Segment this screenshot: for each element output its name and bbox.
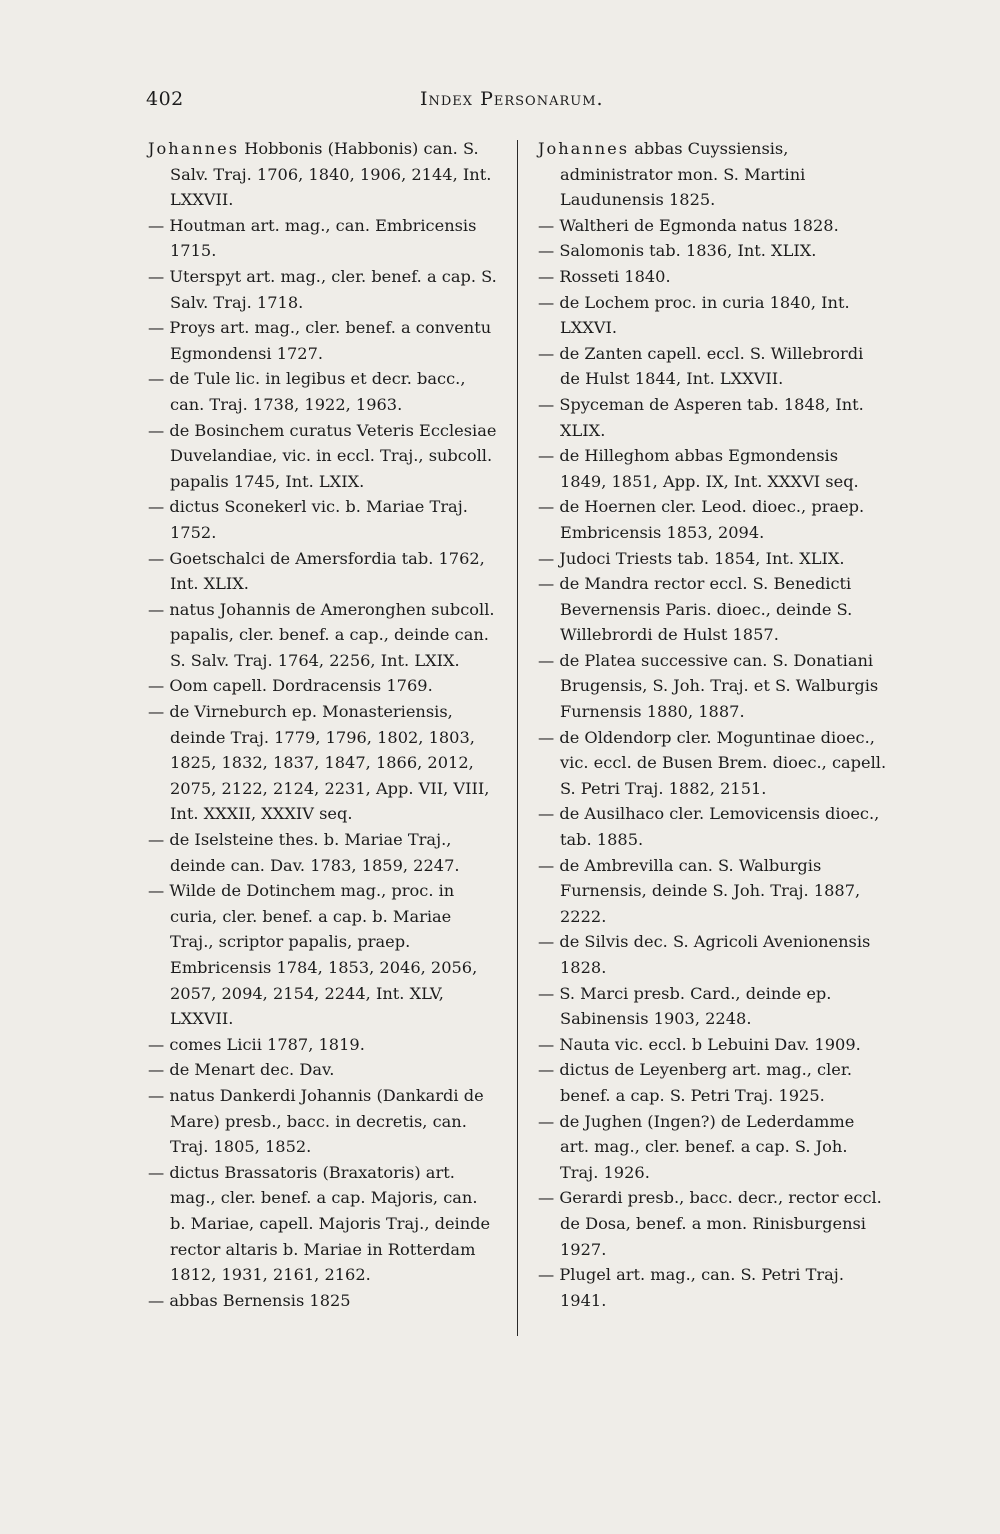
- index-entry: [148, 1083, 498, 1160]
- index-entry: [538, 443, 888, 494]
- entry-text: — Houtman art. mag., can. Embricensis 1715.: [148, 215, 477, 261]
- index-entry: [538, 981, 888, 1032]
- entry-text: — Goetschalci de Amersfordia tab. 1762, Int. XLIX.: [148, 548, 485, 594]
- entry-headword: Johannes: [148, 139, 240, 158]
- index-entry: [148, 827, 498, 878]
- entry-text: — de Jughen (Ingen?) de Lederdamme art. mag., cler. benef. a cap. S. Joh. Traj. 1926.: [538, 1111, 855, 1182]
- entry-text: — dictus de Leyenberg art. mag., cler. benef. a cap. S. Petri Traj. 1925.: [538, 1060, 852, 1105]
- index-entry: [148, 546, 498, 597]
- entry-text: — de Ambrevilla can. S. Walburgis Furnensis, deinde S. Joh. Traj. 1887, 2222.: [538, 855, 861, 926]
- index-entry: [148, 494, 498, 545]
- running-head: Index Personarum.: [420, 88, 604, 110]
- index-entry: [148, 213, 498, 264]
- entry-text: — Proys art. mag., cler. benef. a conventu Egmondensi 1727.: [148, 318, 492, 363]
- left-column: [148, 136, 498, 1313]
- entry-text: — Spyceman de Asperen tab. 1848, Int. XLIX.: [538, 394, 864, 440]
- entry-text: — de Oldendorp cler. Moguntinae dioec., vic. eccl. de Busen Brem. dioec., capell. S. Petri Traj. 1882, 2151.: [538, 727, 887, 798]
- entry-text: — de Tule lic. in legibus et decr. bacc., can. Traj. 1738, 1922, 1963.: [148, 369, 466, 414]
- entry-text: — de Ausilhaco cler. Lemovicensis dioec., tab. 1885.: [538, 804, 880, 850]
- entry-text: abbas Cuyssiensis, administrator mon. S. Martini Laudunensis 1825.: [560, 139, 806, 210]
- entry-text: — dictus Brassatoris (Braxatoris) art. mag., cler. benef. a cap. Majoris, can. b. Mariae, capell. Majoris Traj., deinde rector altaris b. Mariae in Rotterdam 1812, 1931, 2161, 2162.: [148, 1162, 491, 1285]
- index-entry: [148, 264, 498, 315]
- entry-text: — abbas Bernensis 1825: [148, 1290, 351, 1310]
- entry-text: — dictus Sconekerl vic. b. Mariae Traj. 1752.: [148, 497, 468, 542]
- index-entry: [538, 1057, 888, 1108]
- index-entry: [148, 597, 498, 674]
- entry-text: — de Virneburch ep. Monasteriensis, deinde Traj. 1779, 1796, 1802, 1803, 1825, 1832, 1837, 1847, 1866, 2012, 2075, 2122, 2124, 2231, App. VII, VIII, Int. XXXII, XXXIV seq.: [148, 702, 490, 824]
- entry-text: Hobbonis (Habbonis) can. S. Salv. Traj. 1706, 1840, 1906, 2144, Int. LXXVII.: [170, 139, 492, 210]
- entry-text: — Nauta vic. eccl. b Lebuini Dav. 1909.: [538, 1034, 861, 1054]
- index-entry: [538, 136, 888, 213]
- entry-text: — de Hoernen cler. Leod. dioec., praep. Embricensis 1853, 2094.: [538, 497, 865, 542]
- index-entry: [148, 699, 498, 827]
- index-entry: [148, 418, 498, 495]
- index-entry: [538, 648, 888, 725]
- entry-text: — Uterspyt art. mag., cler. benef. a cap. S. Salv. Traj. 1718.: [148, 266, 497, 312]
- entry-text: — natus Johannis de Ameronghen subcoll. papalis, cler. benef. a cap., deinde can. S. Salv. Traj. 1764, 2256, Int. LXIX.: [148, 599, 495, 670]
- entry-text: — de Zanten capell. eccl. S. Willebrordi de Hulst 1844, Int. LXXVII.: [538, 343, 864, 389]
- entry-text: — Gerardi presb., bacc. decr., rector eccl. de Dosa, benef. a mon. Rinisburgensi 1927.: [538, 1188, 882, 1259]
- index-entry: [538, 341, 888, 392]
- entry-text: — Wilde de Dotinchem mag., proc. in curia, cler. benef. a cap. b. Mariae Traj., scriptor papalis, praep. Embricensis 1784, 1853, 2046, 2056, 2057, 2094, 2154, 2244, Int. XLV, LXXVII.: [148, 881, 478, 1029]
- entry-text: — Salomonis tab. 1836, Int. XLIX.: [538, 241, 817, 261]
- index-entry: [148, 366, 498, 417]
- entry-text: — de Mandra rector eccl. S. Benedicti Bevernensis Paris. dioec., deinde S. Willebrordi de Hulst 1857.: [538, 574, 853, 645]
- entry-text: — Oom capell. Dordracensis 1769.: [148, 676, 433, 696]
- index-entry: [148, 315, 498, 366]
- entry-text: — Rosseti 1840.: [538, 266, 671, 286]
- entry-text: — Judoci Triests tab. 1854, Int. XLIX.: [538, 548, 845, 568]
- index-entry: [538, 1032, 888, 1058]
- index-entry: [148, 878, 498, 1032]
- entry-text: — Waltheri de Egmonda natus 1828.: [538, 215, 839, 235]
- entry-text: — S. Marci presb. Card., deinde ep. Sabinensis 1903, 2248.: [538, 983, 832, 1029]
- entry-text: — de Platea successive can. S. Donatiani Brugensis, S. Joh. Traj. et S. Walburgis Furnensis 1880, 1887.: [538, 650, 879, 722]
- index-entry: [538, 801, 888, 852]
- index-entry: [538, 238, 888, 264]
- index-entry: [148, 1032, 498, 1058]
- index-entry: [538, 213, 888, 239]
- index-entry: [538, 929, 888, 980]
- index-entry: [538, 290, 888, 341]
- entry-headword: Johannes: [538, 139, 630, 158]
- index-entry: [148, 673, 498, 699]
- index-entry: [538, 571, 888, 648]
- entry-text: — comes Licii 1787, 1819.: [148, 1034, 365, 1054]
- index-entry: [148, 1160, 498, 1288]
- entry-text: — de Hilleghom abbas Egmondensis 1849, 1851, App. IX, Int. XXXVI seq.: [538, 446, 859, 491]
- index-entry: [538, 725, 888, 802]
- entry-text: — de Silvis dec. S. Agricoli Avenionensis 1828.: [538, 932, 871, 977]
- page-number: 402: [146, 88, 184, 110]
- entry-text: — natus Dankerdi Johannis (Dankardi de Mare) presb., bacc. in decretis, can. Traj. 1805, 1852.: [148, 1085, 484, 1157]
- index-entry: [148, 136, 498, 213]
- entry-text: — de Lochem proc. in curia 1840, Int. LXXVI.: [538, 292, 850, 338]
- entry-text: — de Iselsteine thes. b. Mariae Traj., deinde can. Dav. 1783, 1859, 2247.: [148, 830, 460, 875]
- index-entry: [148, 1288, 498, 1314]
- index-entry: [538, 494, 888, 545]
- index-entry: [538, 853, 888, 930]
- right-column: [538, 136, 888, 1313]
- entry-text: — Plugel art. mag., can. S. Petri Traj. 1941.: [538, 1265, 844, 1310]
- index-entry: [148, 1057, 498, 1083]
- index-entry: [538, 392, 888, 443]
- index-entry: [538, 1109, 888, 1186]
- column-divider: [517, 140, 518, 1336]
- index-entry: [538, 1262, 888, 1313]
- entry-text: — de Menart dec. Dav.: [148, 1060, 335, 1080]
- entry-text: — de Bosinchem curatus Veteris Ecclesiae Duvelandiae, vic. in eccl. Traj., subcoll. papalis 1745, Int. LXIX.: [148, 420, 497, 491]
- index-entry: [538, 264, 888, 290]
- index-entry: [538, 546, 888, 572]
- index-entry: [538, 1185, 888, 1262]
